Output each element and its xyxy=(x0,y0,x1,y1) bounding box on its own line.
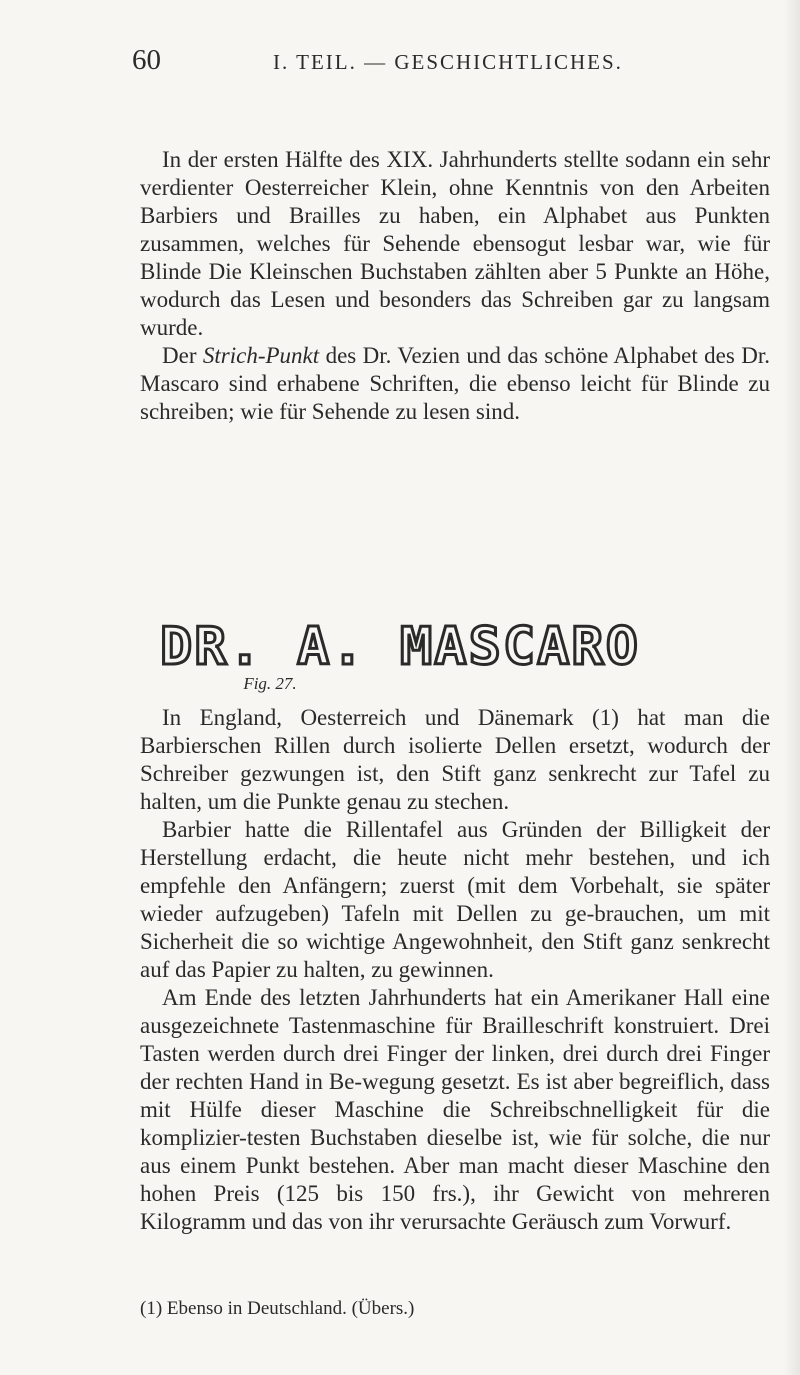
paragraph-mascaro-rest: des Dr. Vezien und das schöne Alphabet des Dr. Mascaro sind erhabene Schriften, die ebenso leicht für Blinde zu schreiben; wie für Sehende zu lesen sind. xyxy=(140,343,770,424)
figure-27 xyxy=(160,614,640,704)
strich-punkt-term: Strich-Punkt xyxy=(202,343,320,368)
page-number: 60 xyxy=(132,44,161,76)
mascaro-alphabet-sample xyxy=(160,614,640,672)
paragraph-mascaro xyxy=(140,342,770,426)
paragraph-mascaro-start: Der xyxy=(162,343,203,368)
text-block-upper xyxy=(140,146,770,426)
paragraph-barbier: Barbier hatte die Rillentafel aus Gründen der Billigkeit der Herstellung erdacht, die heute nicht mehr bestehen, und ich empfehle den Anfängern; zuerst (mit dem Vorbehalt, sie später wieder aufzugeben) Tafeln mit Dellen zu ge-brauchen, um mit Sicherheit die so wichtige Angewohnheit, den Stift ganz senkrecht auf das Papier zu halten, zu gewinnen. xyxy=(140,817,770,982)
figure-caption: Fig. 27. xyxy=(243,674,297,693)
paragraph-hall-machine: Am Ende des letzten Jahrhunderts hat ein Amerikaner Hall eine ausgezeichnete Tastenmaschine für Brailleschrift konstruiert. Drei Tasten werden durch drei Finger der linken, drei durch drei Finger der rechten Hand in Be-wegung gesetzt. Es ist aber begreiflich, dass mit Hülfe dieser Maschine die Schreibschnelligkeit für die komplizier-testen Buchstaben dieselbe ist, wie für solche, die nur aus einem Punkt bestehen. Aber man macht dieser Maschine den hohen Preis (125 bis 150 frs.), ihr Gewicht von mehreren Kilogramm und das von ihr verursachte Geräusch zum Vorwurf. xyxy=(140,985,770,1234)
mascaro-sample-text: DR. A. MASCARO xyxy=(160,617,640,672)
page-edge-shadow xyxy=(784,0,800,1375)
page-header xyxy=(132,44,772,84)
paragraph-klein: In der ersten Hälfte des XIX. Jahrhunderts stellte sodann ein sehr verdienter Oesterreicher Klein, ohne Kenntnis von den Arbeiten Barbiers und Brailles zu haben, ein Alphabet aus Punkten zusammen, welches für Sehende ebensogut lesbar war, wie für Blinde Die Kleinschen Buchstaben zählten aber 5 Punkte an Höhe, wodurch das Lesen und besonders das Schreiben gar zu langsam wurde. xyxy=(140,147,770,340)
running-head: I. TEIL. — GESCHICHTLICHES. xyxy=(273,50,623,74)
footnote: (1) Ebenso in Deutschland. (Übers.) xyxy=(140,1298,415,1319)
text-block-lower xyxy=(140,704,770,1236)
paragraph-dellen: In England, Oesterreich und Dänemark (1) hat man die Barbierschen Rillen durch isolierte Dellen ersetzt, wodurch der Schreiber gezwungen ist, den Stift ganz senkrecht zur Tafel zu halten, um die Punkte genau zu stechen. xyxy=(140,705,770,814)
